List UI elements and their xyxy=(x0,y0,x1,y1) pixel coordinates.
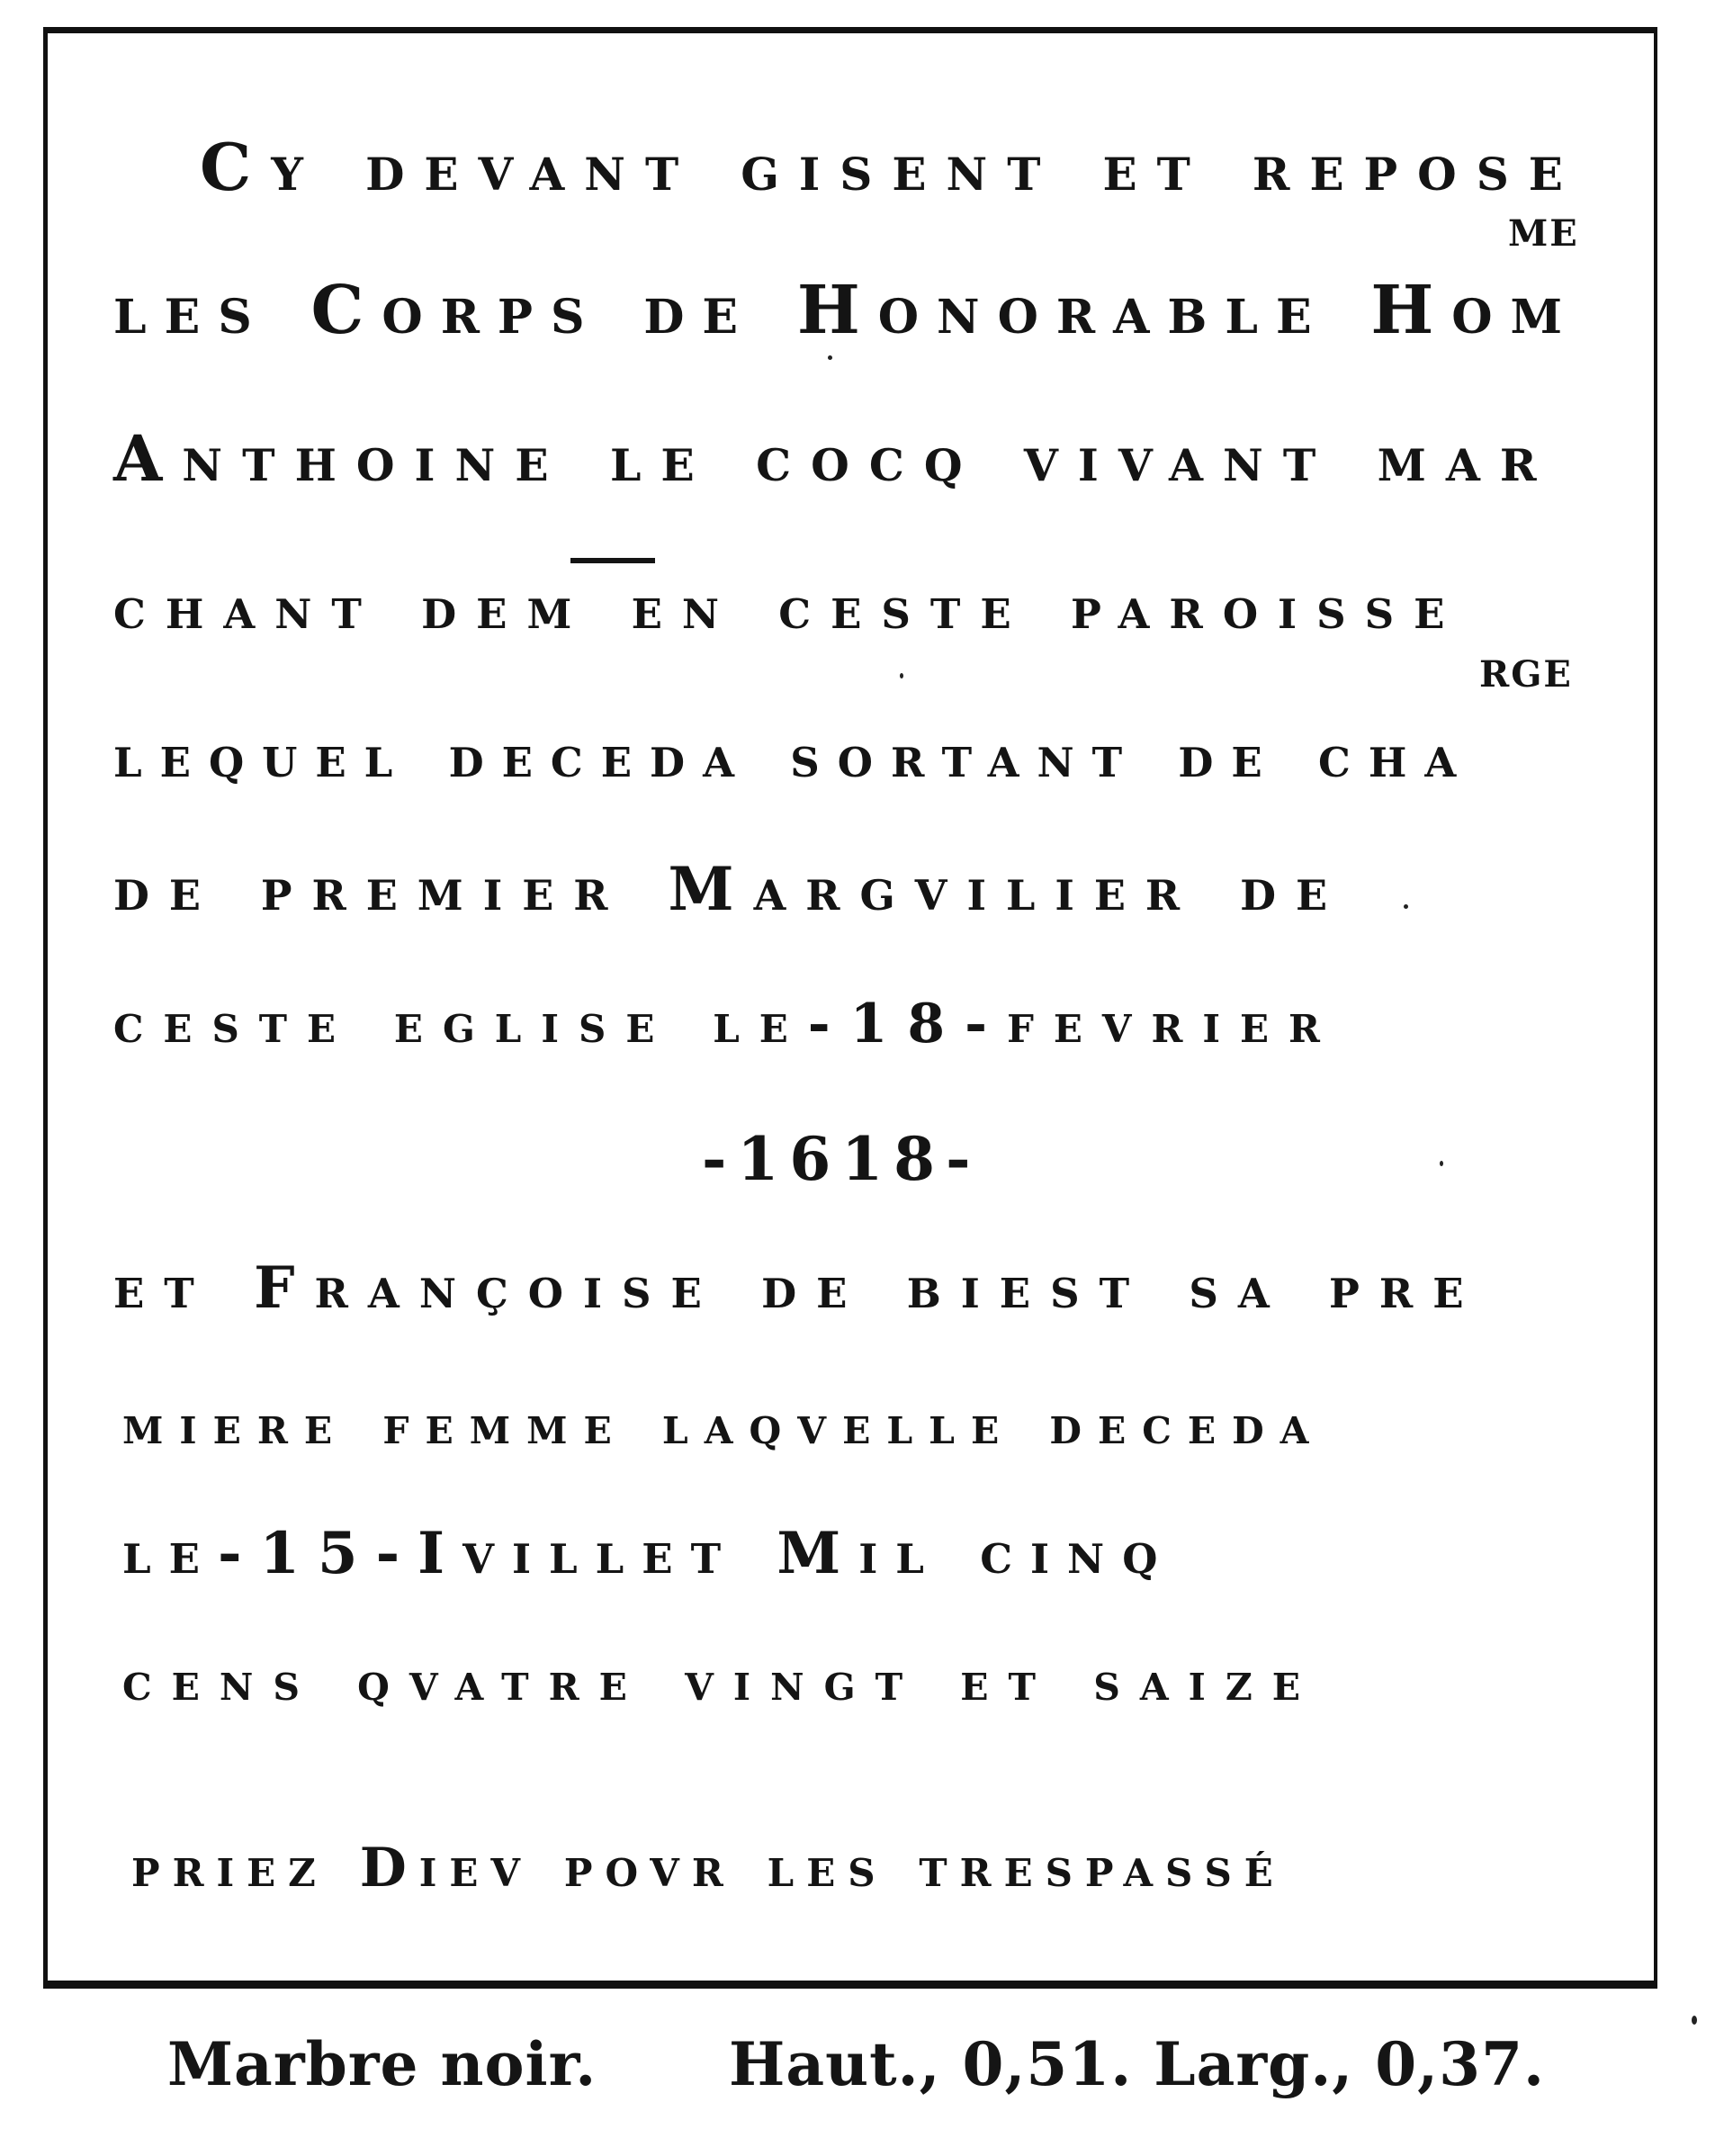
inscription-line-12: cens qvatre vingt et saize xyxy=(122,1651,1321,1712)
caption-dimensions: Haut., 0,51. Larg., 0,37. xyxy=(729,2029,1545,2099)
superscript-me: ME xyxy=(1508,212,1579,255)
inscription-line-1: Cy devant gisent et repose xyxy=(200,129,1583,205)
inscription-line-13: priez Diev povr les trespassé xyxy=(131,1837,1286,1900)
speck xyxy=(828,355,832,360)
speck xyxy=(1692,2016,1697,2025)
inscription-line-6: de premier Margvilier de xyxy=(113,854,1348,924)
inscription-line-5: lequel deceda sortant de cha xyxy=(113,723,1475,791)
speck xyxy=(1440,1161,1443,1166)
speck xyxy=(1404,904,1408,909)
caption-material: Marbre noir. xyxy=(167,2029,597,2099)
inscription-line-10: miere femme laqvelle deceda xyxy=(122,1395,1325,1456)
abbreviation-overbar xyxy=(570,558,655,563)
speck xyxy=(900,673,903,678)
inscription-line-11: le-15-Ivillet Mil cinq xyxy=(122,1520,1176,1587)
inscription-line-9: et Françoise de biest sa pre xyxy=(113,1254,1484,1322)
inscription-line-4: chant dem en ceste paroisse xyxy=(113,575,1465,642)
inscription-year: -1618- xyxy=(702,1124,982,1194)
superscript-rge: RGE xyxy=(1479,653,1573,696)
inscription-line-7: ceste eglise le-18-fevrier xyxy=(113,993,1340,1056)
inscription-line-2: les Corps de Honorable Hom xyxy=(113,272,1581,349)
inscription-line-3: Anthoine le cocq vivant mar xyxy=(113,421,1557,496)
